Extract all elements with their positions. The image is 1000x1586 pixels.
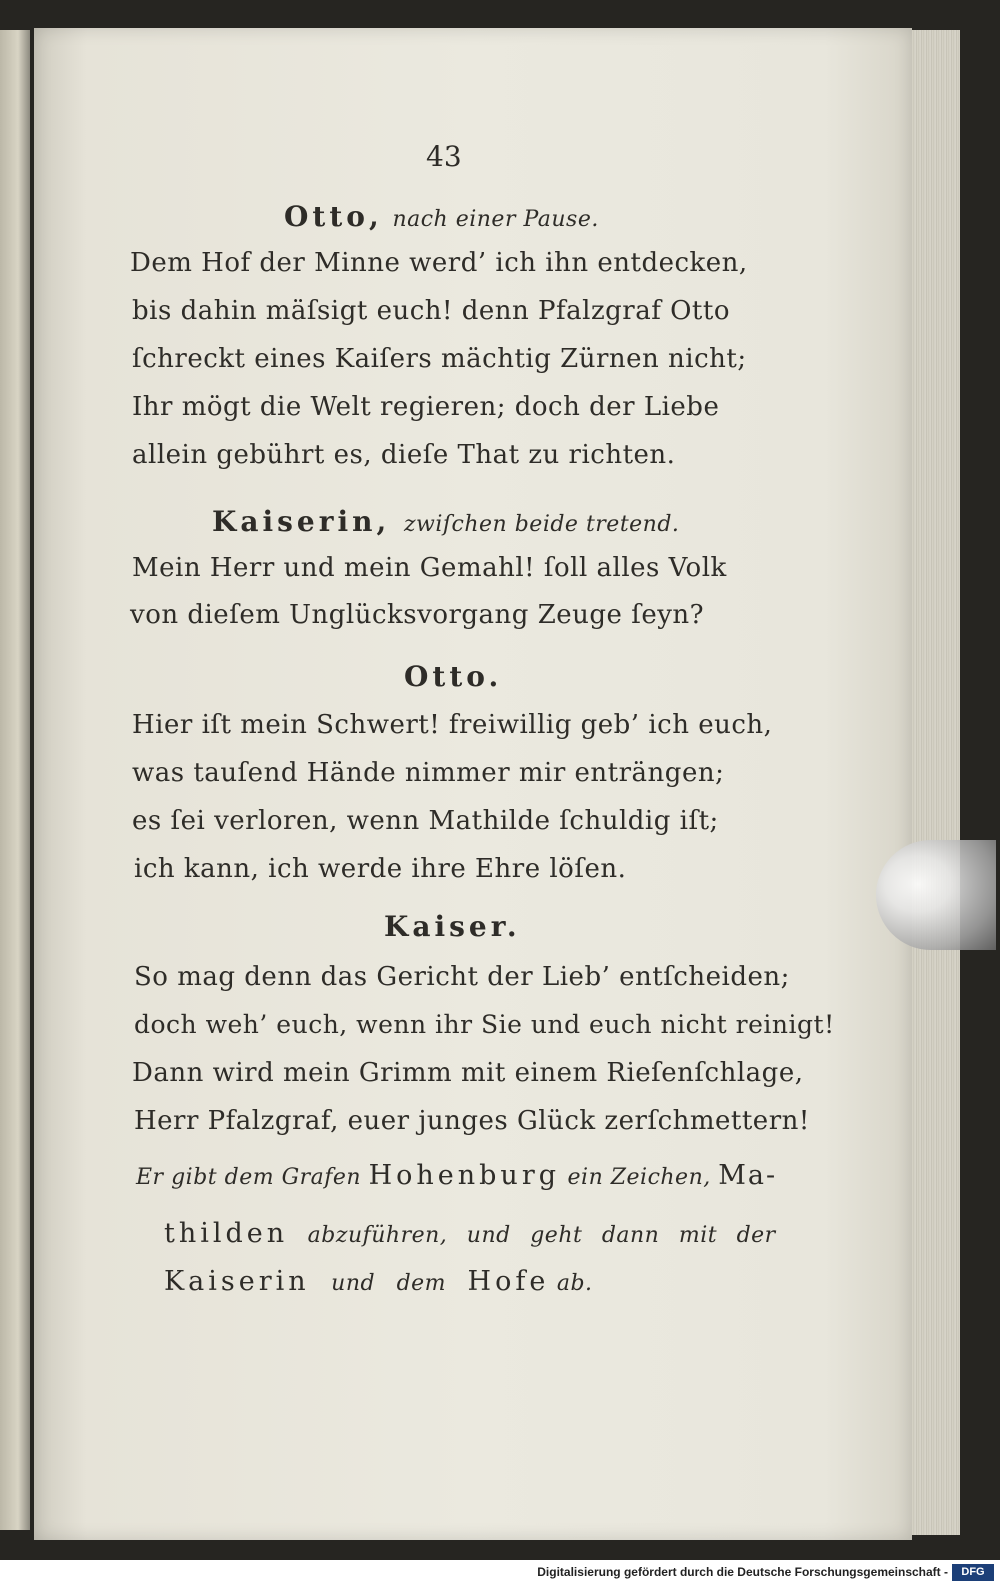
- page-number: 43: [426, 140, 462, 173]
- stage-direction-line: [164, 1266, 593, 1297]
- verse-line: Herr Pfalzgraf, euer junges Glück zerſchmettern!: [134, 1106, 810, 1136]
- verse-line: Hier iſt mein Schwert! freiwillig geb’ ich euch,: [132, 710, 773, 740]
- stage-roman: Kaiserin: [164, 1266, 310, 1297]
- speaker-name: Kaiser.: [384, 910, 521, 943]
- speaker-name: Otto.: [404, 660, 503, 693]
- stage-direction-line: [136, 1160, 777, 1191]
- verse-line: allein gebührt es, dieſe That zu richten.: [132, 440, 676, 470]
- glass-page-weight: [876, 840, 996, 950]
- verse-line: was tauſend Hände nimmer mir enträngen;: [132, 758, 725, 788]
- verse-line: von dieſem Unglücksvorgang Zeuge ſeyn?: [130, 600, 705, 630]
- dfg-logo-icon: DFG: [952, 1564, 994, 1581]
- left-page-edge: [0, 30, 30, 1530]
- page-stack-edge: [912, 30, 960, 1535]
- stage-roman: Ma-: [718, 1160, 778, 1191]
- stage-italic: ab.: [549, 1271, 593, 1296]
- verse-line: So mag denn das Gericht der Lieb’ entſcheiden;: [134, 962, 790, 992]
- speaker-name: Kaiserin,: [212, 505, 391, 538]
- speaker-heading: Otto, nach einer Pause.: [284, 200, 599, 233]
- stage-italic: abzuführen, und geht dann mit der: [288, 1223, 776, 1248]
- verse-line: ich kann, ich werde ihre Ehre löſen.: [134, 854, 627, 884]
- verse-line: Dann wird mein Grimm mit einem Rieſenſchlage,: [132, 1058, 804, 1088]
- stage-direction: zwiſchen beide tretend.: [403, 512, 680, 537]
- speaker-heading: [404, 660, 502, 693]
- verse-line: doch weh’ euch, wenn ihr Sie und euch nicht reinigt!: [134, 1010, 835, 1039]
- verse-line: ſchreckt eines Kaiſers mächtig Zürnen nicht;: [132, 344, 747, 374]
- stage-roman: thilden: [164, 1218, 289, 1249]
- stage-direction-line: [164, 1218, 776, 1249]
- speaker-heading: [384, 910, 521, 943]
- verse-line: es ſei verloren, wenn Mathilde ſchuldig iſt;: [132, 806, 719, 836]
- verse-line: Ihr mögt die Welt regieren; doch der Liebe: [132, 392, 720, 422]
- bleed-through: [120, 205, 128, 235]
- stage-italic: und dem: [309, 1271, 468, 1296]
- verse-line: Dem Hof der Minne werd’ ich ihn entdecken,: [130, 248, 748, 278]
- stage-direction: nach einer Pause.: [392, 207, 599, 232]
- speaker-heading: [212, 505, 679, 538]
- stage-roman: Hohenburg: [368, 1160, 561, 1191]
- stage-roman: Hofe: [467, 1266, 550, 1297]
- digitization-footer: [0, 1560, 1000, 1586]
- footer-credit: Digitalisierung gefördert durch die Deutsche Forschungsgemeinschaft -: [537, 1565, 948, 1579]
- speaker-name: Otto: [284, 200, 369, 233]
- verse-line: Mein Herr und mein Gemahl! ſoll alles Volk: [132, 553, 727, 583]
- verse-line: bis dahin mäſsigt euch! denn Pfalzgraf Otto: [132, 296, 730, 326]
- stage-italic: Er gibt dem Grafen: [136, 1165, 369, 1190]
- stage-italic: ein Zeichen,: [560, 1165, 719, 1190]
